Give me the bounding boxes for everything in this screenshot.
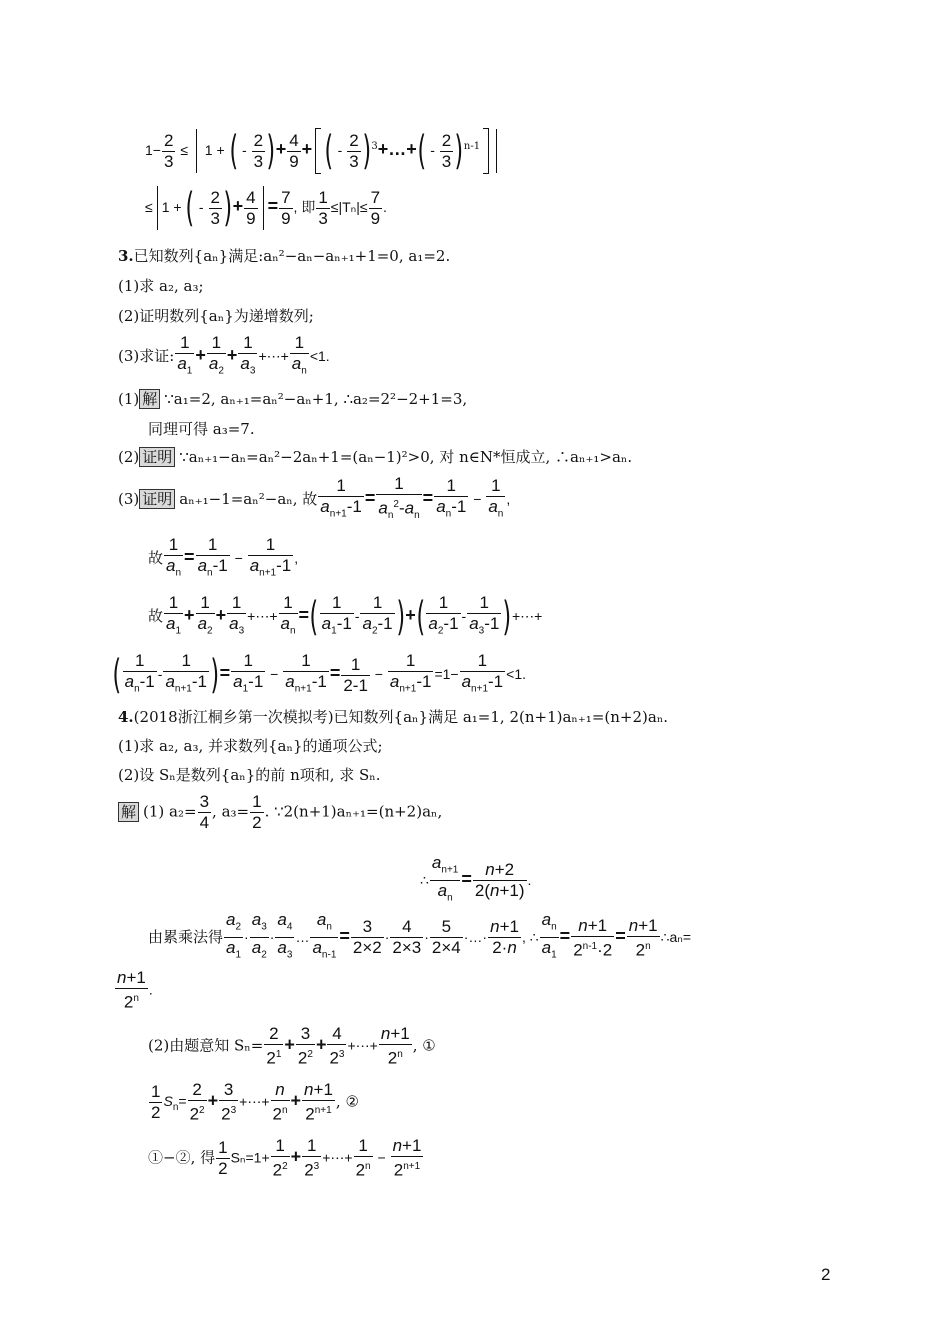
- problem-3-solution-3d: ( $\frac{1}{a_n-1}$ - $\frac{1}{a_{n+1}-1}$ )= $\frac{1}{a_1-1}$ − $\frac{1}{a_{n+1}-1}$ = $\frac{1}{2-1}$ − $\frac{1}{a_{n+1}-1}$ =1− $\frac{1}{a_{n+1}-1}$ <1.: [112, 651, 526, 699]
- problem-4-sum-1: (2)由题意知 Sₙ= $\frac{2}{2^1}$ + $\frac{3}{2^2}$ + $\frac{4}{2^3}$ +⋯+ $\frac{n+1}{2^n}$ , ①: [148, 1024, 436, 1068]
- ineq-line-1: 1− $\frac{2}{3}$ ≤ 1 + ( - $\frac{2}{3}$ )+ $\frac{4}{9}$ + ( - $\frac{2}{3}$ )$^3$+…+( - $\frac{2}{3}$ )$^{n-1}$: [145, 128, 501, 174]
- solution-tag: 解: [139, 389, 160, 409]
- problem-3-part2: (2)证明数列{aₙ}为递增数列;: [118, 307, 314, 325]
- problem-3-solution-1: (1) 解 ∵a₁=2, aₙ₊₁=aₙ²−aₙ+1, ∴a₂=2²−2+1=3,: [118, 390, 468, 408]
- problem-4-product: 由累乘法得 $\frac{a_2}{a_1}$ · $\frac{a_3}{a_2}$ · $\frac{a_4}{a_3}$ … $\frac{a_n}{a_{n-1}}$ = $\frac{3}{2\times 2}$ · $\frac{4}{2\times 3}$ · $\frac{5}{2\times 4}$ ·…· $\frac{n+1}{2\cdot n}$ , ∴ $\frac{a_n}{a_1}$ = $\frac{n+1}{2^{n-1}\cdot 2}$ = $\frac{n+1}{2^n}$ ∴aₙ=: [148, 910, 692, 961]
- proof-tag: 证明: [139, 447, 175, 467]
- problem-3-statement: 3.已知数列{aₙ}满足:aₙ²−aₙ−aₙ₊₁+1=0, a₁=2.: [118, 247, 451, 265]
- problem-4-part1: (1)求 a₂, a₃, 并求数列{aₙ}的通项公式;: [118, 737, 383, 755]
- problem-4-ratio: ∴ $\frac{a_{n+1}}{a_n}$ = $\frac{n+2}{2(n+1)}$ .: [420, 853, 532, 904]
- problem-4-an-formula: $\frac{n+1}{2^n}$ .: [117, 968, 153, 1012]
- ineq-line-2: ≤ 1 + ( - $\frac{2}{3}$ )+ $\frac{4}{9}$ = $\frac{7}{9}$ , 即 $\frac{1}{3}$ ≤|Tₙ|≤ $\frac{7}{9}$ .: [145, 185, 387, 231]
- proof-tag-2: 证明: [139, 489, 175, 509]
- problem-3-part1: (1)求 a₂, a₃;: [118, 277, 204, 295]
- problem-4-subtract: ①−②, 得 $\frac{1}{2}$ Sₙ=1+ $\frac{1}{2^2}$ + $\frac{1}{2^3}$ +⋯+ $\frac{1}{2^n}$ − $\frac{n+1}{2^{n+1}}$: [148, 1136, 422, 1180]
- problem-4-statement: 4.(2018浙江桐乡第一次模拟考)已知数列{aₙ}满足 a₁=1, 2(n+1)aₙ₊₁=(n+2)aₙ.: [118, 708, 669, 726]
- problem-4-sum-2: $\frac{1}{2}$ $S_n=$ $\frac{2}{2^2}$ + $\frac{3}{2^3}$ +⋯+ $\frac{n}{2^n}$ + $\frac{n+1}{2^{n+1}}$ , ②: [151, 1080, 359, 1124]
- problem-3-solution-2: (2) 证明 ∵aₙ₊₁−aₙ=aₙ²−2aₙ+1=(aₙ−1)²>0, 对 n∈N*恒成立, ∴aₙ₊₁>aₙ.: [118, 448, 633, 466]
- problem-4-part2: (2)设 Sₙ是数列{aₙ}的前 n项和, 求 Sₙ.: [118, 766, 381, 784]
- problem-3-solution-1b: 同理可得 a₃=7.: [148, 420, 255, 438]
- problem-3-part3: (3)求证: $\frac{1}{a_1}$ + $\frac{1}{a_2}$ + $\frac{1}{a_3}$ +⋯+ $\frac{1}{a_n}$ <1.: [118, 333, 330, 377]
- problem-3-solution-3b: 故 $\frac{1}{a_n}$ = $\frac{1}{a_n-1}$ − $\frac{1}{a_{n+1}-1}$ ,: [148, 535, 299, 579]
- problem-3-solution-3c: 故 $\frac{1}{a_1}$ + $\frac{1}{a_2}$ + $\frac{1}{a_3}$ +⋯+ $\frac{1}{a_n}$ =( $\frac{1}{a_1-1}$ - $\frac{1}{a_2-1}$ )+( $\frac{1}{a_2-1}$ - $\frac{1}{a_3-1}$ )+⋯+: [148, 593, 543, 641]
- solution-tag-2: 解: [118, 802, 139, 822]
- problem-3-solution-3: (3) 证明 aₙ₊₁−1=aₙ²−aₙ, 故 $\frac{1}{a_{n+1}-1}$ = $\frac{1}{a_n^2-a_n}$ = $\frac{1}{a_n-1}$ − $\frac{1}{a_n}$ ,: [118, 474, 511, 522]
- page-number: 2: [821, 1265, 831, 1284]
- problem-4-solution-1: 解 (1) a₂= $\frac{3}{4}$ , a₃= $\frac{1}{2}$ . ∵2(n+1)aₙ₊₁=(n+2)aₙ,: [118, 792, 442, 833]
